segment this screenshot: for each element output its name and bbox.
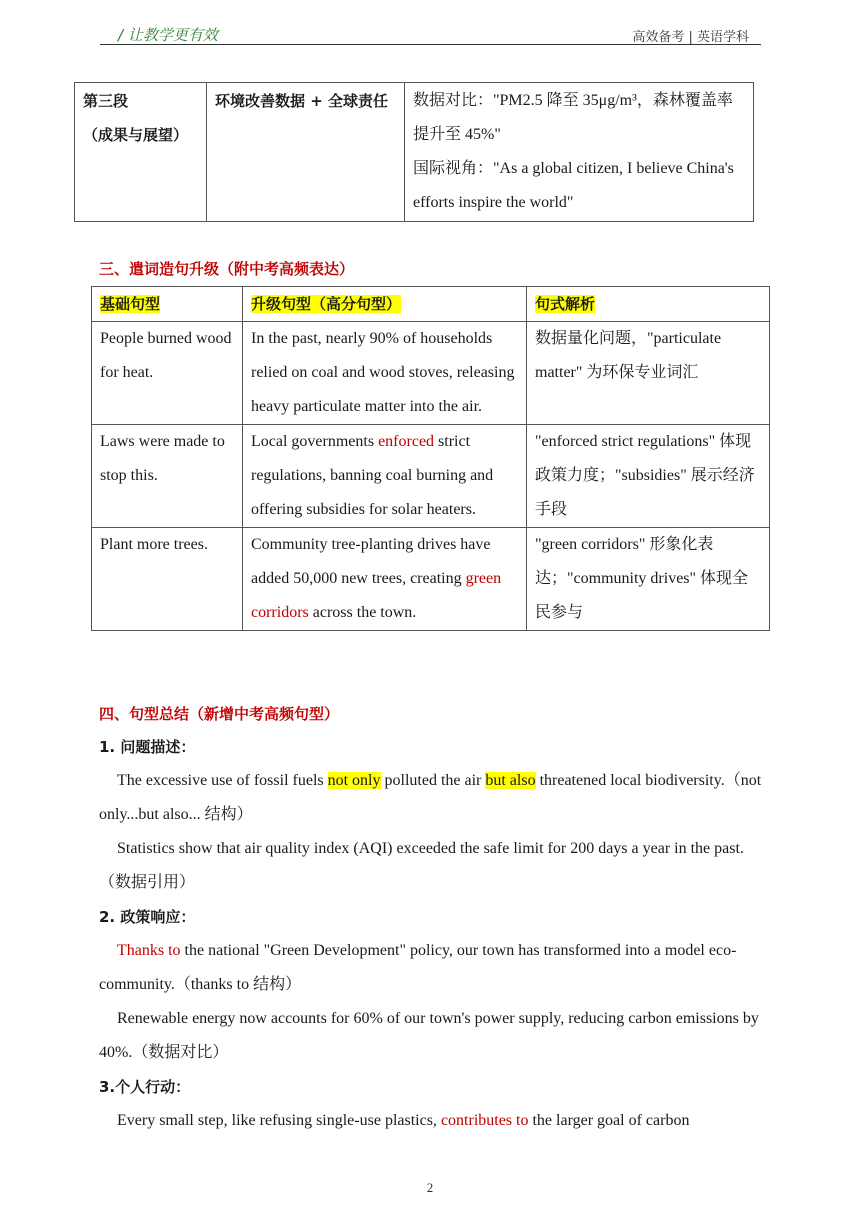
column-header: 基础句型: [92, 287, 243, 322]
structure-table: [74, 82, 754, 222]
table-row: [92, 322, 770, 425]
example-cell: [405, 83, 754, 222]
table-row: [75, 83, 754, 222]
basic-sentence: People burned wood for heat.: [92, 322, 243, 425]
basic-sentence: Plant more trees.: [92, 528, 243, 631]
content-cell: 环境改善数据 + 全球责任: [207, 83, 405, 222]
column-header: 句式解析: [527, 287, 770, 322]
table-row: [92, 425, 770, 528]
header-divider: [100, 44, 761, 45]
table-header-row: [92, 287, 770, 322]
section-sublabel: （成果与展望）: [83, 126, 189, 144]
paragraph: Every small step, like refusing single-use plastics, contributes to the larger goal of carbon: [117, 1112, 690, 1129]
sentence-analysis: "green corridors" 形象化表达；"community drives" 体现全民参与: [527, 528, 770, 631]
sentence-analysis: 数据量化问题，"particulate matter" 为环保专业词汇: [527, 322, 770, 425]
sentence-analysis: "enforced strict regulations" 体现政策力度；"subsidies" 展示经济手段: [527, 425, 770, 528]
paragraph: Statistics show that air quality index (AQI) exceeded the safe limit for 200 days a year in the past.（数据引用）: [99, 840, 744, 891]
highlight-phrase: green corridors: [251, 570, 502, 621]
example-line: 国际视角："As a global citizen, I believe China's efforts inspire the world": [413, 160, 734, 211]
table-row: [92, 528, 770, 631]
paragraph: Thanks to the national "Green Development" policy, our town has transformed into a model eco-community.（thanks to 结构）: [99, 942, 737, 993]
example-line: 数据对比："PM2.5 降至 35μg/m³，森林覆盖率提升至 45%": [413, 92, 733, 143]
upgraded-sentence: In the past, nearly 90% of households relied on coal and wood stoves, releasing heavy particulate matter into the air.: [243, 322, 527, 425]
subheading-policy: 2. 政策响应：: [99, 908, 196, 926]
subheading-action: 3.个人行动：: [99, 1078, 191, 1096]
header-subject: 高效备考 | 英语学科: [632, 30, 749, 45]
subheading-problem: 1. 问题描述：: [99, 738, 196, 756]
upgraded-sentence: Local governments enforced strict regulations, banning coal burning and offering subsidies for solar heaters.: [243, 425, 527, 528]
highlight-phrase: not only: [327, 772, 381, 789]
page-header: [100, 24, 761, 44]
highlight-phrase: but also: [485, 772, 536, 789]
highlight-phrase: contributes to: [440, 1112, 529, 1129]
section3-title: 三、遣词造句升级（附中考高频表达）: [99, 260, 355, 278]
basic-sentence: Laws were made to stop this.: [92, 425, 243, 528]
section-cell: [75, 83, 207, 222]
highlight-phrase: Thanks to: [117, 942, 181, 959]
sentence-summary: [99, 730, 769, 1138]
highlight-phrase: enforced: [378, 433, 435, 450]
section-label: 第三段: [83, 92, 129, 110]
upgraded-sentence: Community tree-planting drives have added 50,000 new trees, creating green corridors across the town.: [243, 528, 527, 631]
section4-title: 四、句型总结（新增中考高频句型）: [99, 705, 340, 723]
column-header: 升级句型（高分句型）: [243, 287, 527, 322]
header-slogan: / 让教学更有效: [118, 26, 218, 44]
paragraph: The excessive use of fossil fuels not only polluted the air but also threatened local biodiversity.（not only...but also... 结构）: [99, 772, 762, 823]
paragraph: Renewable energy now accounts for 60% of our town's power supply, reducing carbon emissions by 40%.（数据对比）: [99, 1010, 759, 1061]
sentence-upgrade-table: [91, 286, 770, 631]
page-number: 2: [426, 1180, 434, 1195]
